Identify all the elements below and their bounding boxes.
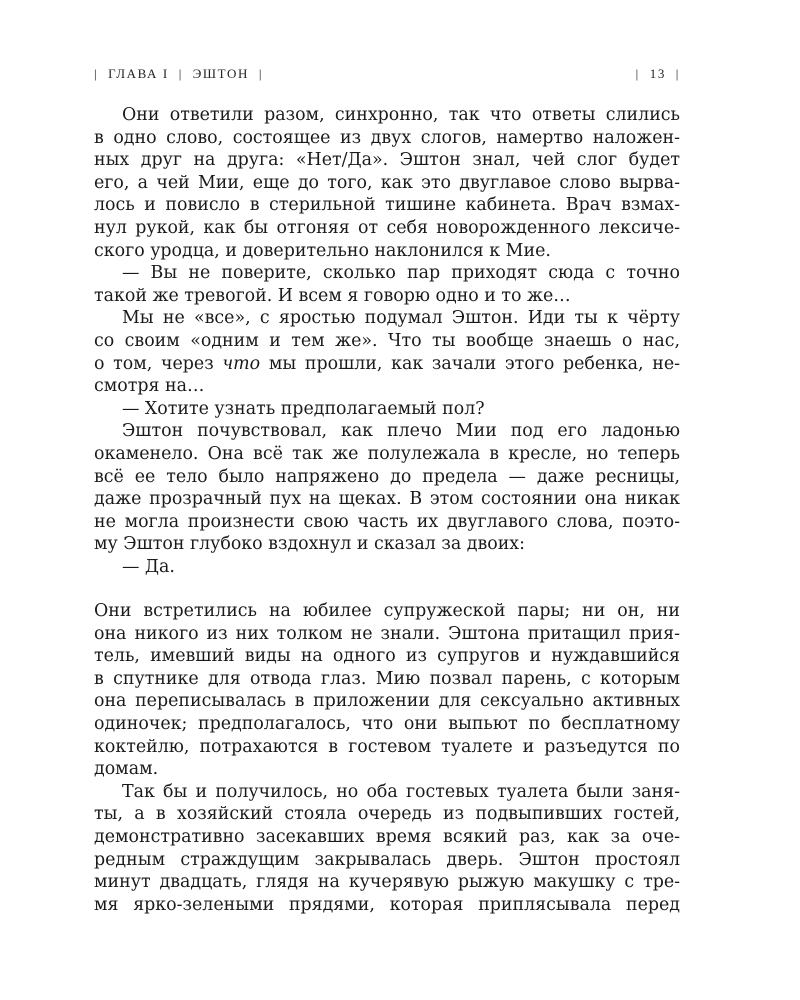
text-line: ных друг на друга: «Нет/Да». Эштон знал, чей слог будет bbox=[94, 150, 680, 171]
body-text-section-2 bbox=[94, 600, 680, 916]
text-line: редным страждущим закрывалась дверь. Эштон простоял bbox=[94, 849, 680, 870]
text-line: в одно слово, состоящее из двух слогов, намертво наложен- bbox=[94, 127, 680, 148]
text-line: — Хотите узнать предполагаемый пол? bbox=[122, 398, 485, 419]
text-line: домам. bbox=[94, 759, 159, 780]
text-line: всё ее тело было напряжено до предела — даже ресницы, bbox=[94, 466, 680, 487]
text-line: му Эштон глубоко вздохнул и сказал за двоих: bbox=[94, 534, 525, 555]
separator-bar: | bbox=[94, 66, 99, 81]
text-line: демонстративно засекавших время всякий раз, как за оче- bbox=[94, 826, 680, 847]
text-line: мя ярко-зелеными прядями, которая приплясывала перед bbox=[94, 894, 680, 915]
text-line: Мы не «все», с яростью подумал Эштон. Иди ты к чёрту bbox=[122, 308, 680, 329]
page-number: 13 bbox=[649, 66, 666, 81]
text-line: одиночек; предполагалось, что они выпьют по бесплатному bbox=[94, 713, 680, 734]
running-head bbox=[94, 66, 680, 86]
text-line: Они встретились на юбилее супружеской пары; ни он, ни bbox=[94, 601, 680, 621]
text-line: нул рукой, как бы отгоняя от себя новорожденного лексиче- bbox=[94, 217, 680, 238]
text-run: мы прошли, как зачали этого ребенка, не- bbox=[260, 353, 680, 374]
text-line: Так бы и получилось, но оба гостевых туалета были заня- bbox=[122, 781, 680, 802]
text-line: Они ответили разом, синхронно, так что ответы слились bbox=[122, 105, 680, 125]
text-line: в спутнике для отвода глаз. Мию позвал парень, с которым bbox=[94, 668, 680, 689]
text-run: о том, через bbox=[94, 353, 223, 374]
text-line: — Вы не поверите, сколько пар приходят сюда с точно bbox=[122, 263, 680, 284]
text-line bbox=[94, 353, 680, 376]
emphasis-word: что bbox=[222, 353, 261, 374]
text-line: ского уродца, и доверительно наклонился к Мие. bbox=[94, 240, 551, 261]
text-line: ты, а в хозяйский стояла очередь из подвыпивших гостей, bbox=[94, 804, 680, 825]
text-line: смотря на… bbox=[94, 376, 205, 397]
text-line: его, а чей Мии, еще до того, как это двуглавое слово вырва- bbox=[94, 172, 680, 193]
text-line: лось и повисло в стерильной тишине кабинета. Врач взмах- bbox=[94, 195, 680, 216]
body-text-section-1 bbox=[94, 104, 680, 578]
text-line: она переписывалась в приложении для сексуально активных bbox=[94, 691, 680, 712]
text-line: со своим «одним и тем же». Что ты вообще знаешь о нас, bbox=[94, 330, 680, 351]
text-line: — Да. bbox=[122, 556, 175, 577]
separator-bar: | bbox=[675, 66, 680, 81]
chapter-title: ЭШТОН bbox=[192, 66, 249, 81]
text-line: не могла произнести свою часть их двуглавого слова, поэто- bbox=[94, 511, 680, 532]
running-head-left bbox=[94, 66, 268, 82]
text-line: окаменело. Она всё так же полулежала в кресле, но теперь bbox=[94, 443, 680, 464]
separator-bar: | bbox=[258, 66, 264, 81]
text-line: тель, имевший виды на одного из супругов и нуждавшийся bbox=[94, 646, 680, 667]
text-line: коктейлю, потрахаются в гостевом туалете и разъедутся по bbox=[94, 736, 680, 757]
text-line: даже прозрачный пух на щеках. В этом состоянии она никак bbox=[94, 489, 680, 510]
running-head-right bbox=[636, 66, 680, 82]
separator-bar: | bbox=[178, 66, 183, 81]
text-line: она никого из них толком не знали. Эштона притащил прия- bbox=[94, 623, 680, 644]
text-line: Эштон почувствовал, как плечо Мии под его ладонью bbox=[122, 421, 680, 442]
text-line: минут двадцать, глядя на кучерявую рыжую макушку с тре- bbox=[94, 872, 680, 893]
separator-bar: | bbox=[635, 66, 640, 81]
text-line: такой же тревогой. И всем я говорю одно и то же… bbox=[94, 285, 571, 306]
chapter-label: ГЛАВА I bbox=[108, 66, 169, 81]
